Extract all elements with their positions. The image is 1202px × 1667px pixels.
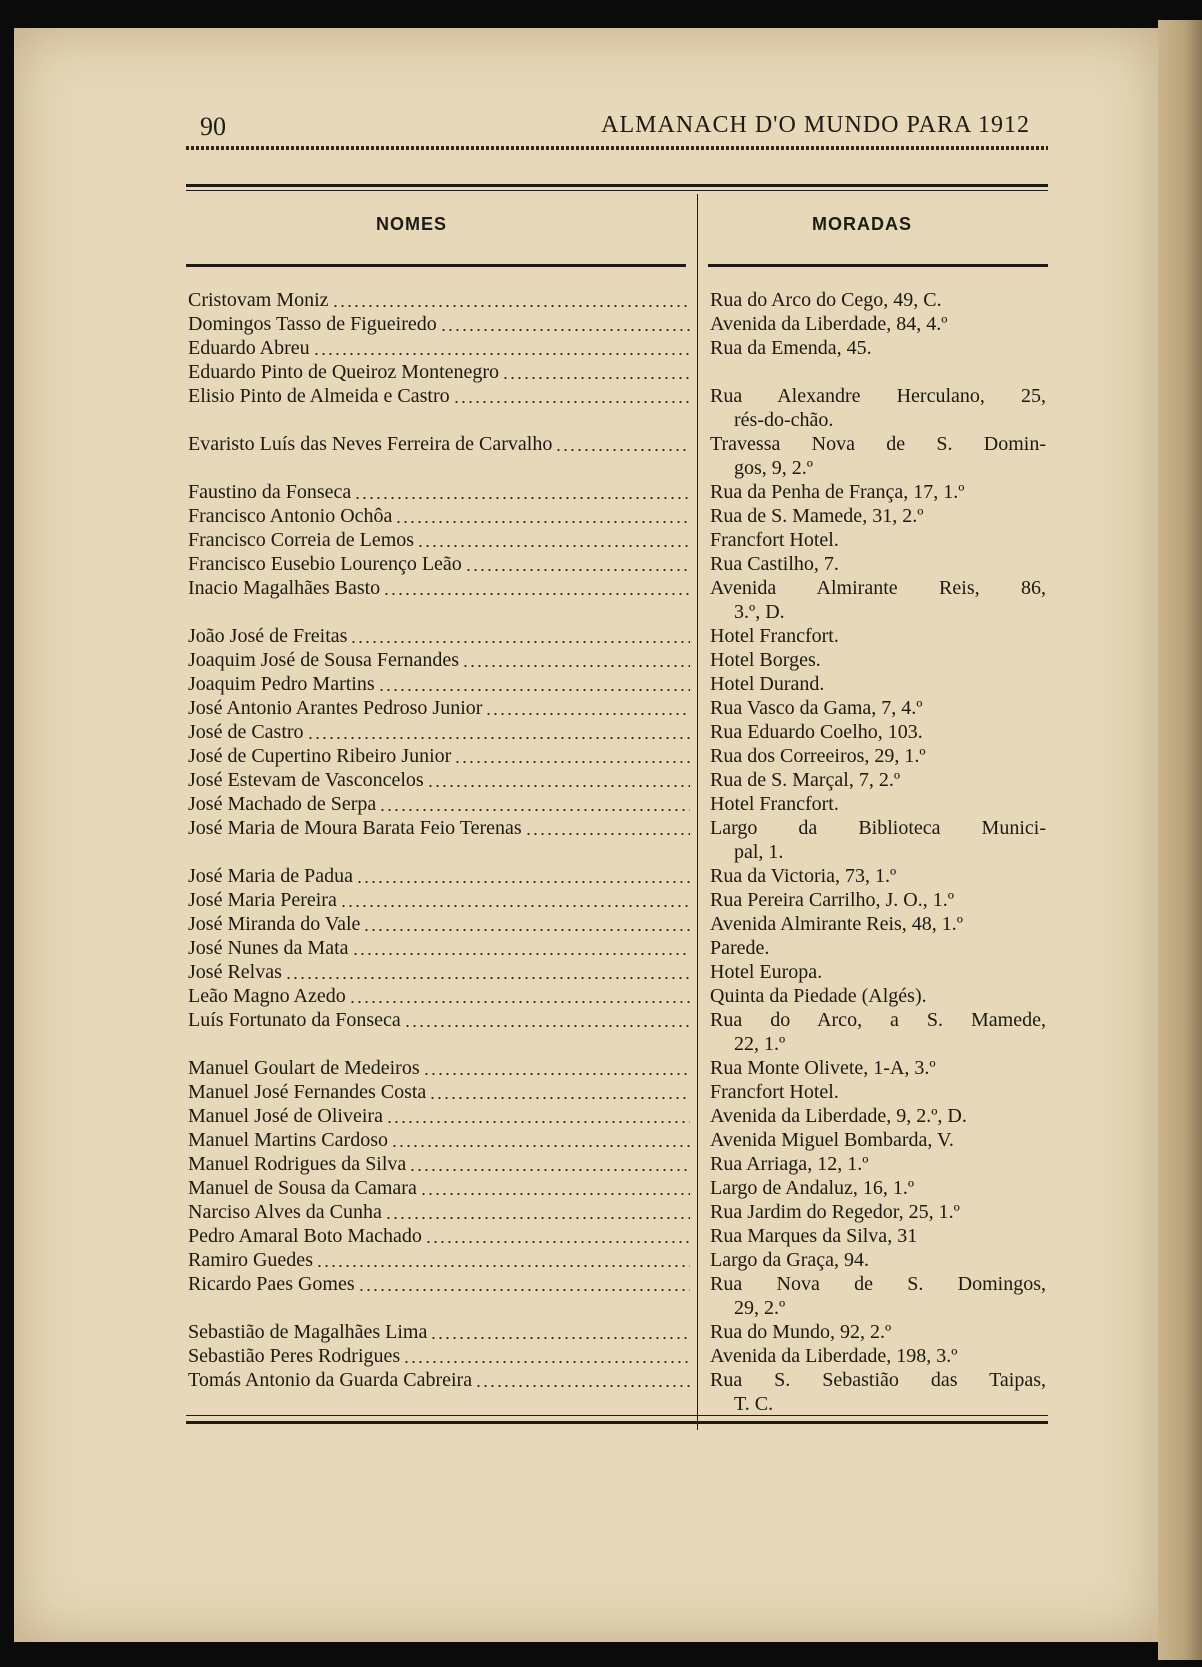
address-cell: [710, 672, 1046, 696]
table-row: [186, 336, 1048, 360]
table-row: [186, 648, 1048, 672]
person-name: Elisio Pinto de Almeida e Castro: [188, 385, 450, 407]
dot-leader: [356, 866, 690, 884]
address-cell: [710, 960, 1046, 984]
table-row: [186, 528, 1048, 552]
name-cell: [188, 384, 690, 408]
person-name: Ramiro Guedes: [188, 1249, 313, 1271]
table-row: [186, 624, 1048, 648]
address-line-1: Hotel Borges.: [710, 649, 821, 671]
address-cell: [710, 1200, 1046, 1224]
dot-leader: [409, 1154, 690, 1172]
table-bottom-rule-thin: [186, 1415, 1048, 1416]
dot-leader: [307, 722, 690, 740]
name-cell: [188, 624, 690, 648]
dot-leader: [379, 794, 690, 812]
table-row: [186, 1104, 1048, 1128]
address-line-1: Rua Jardim do Regedor, 25, 1.º: [710, 1201, 960, 1223]
address-line-1: Rua Alexandre Herculano, 25,: [710, 385, 1046, 407]
address-cell: [710, 768, 1046, 792]
name-cell: [188, 984, 690, 1008]
table-row: [186, 1056, 1048, 1080]
person-name: José Nunes da Mata: [188, 937, 349, 959]
person-name: José Antonio Arantes Pedroso Junior: [188, 697, 483, 719]
dot-leader: [423, 1058, 690, 1076]
person-name: Manuel Martins Cardoso: [188, 1129, 388, 1151]
dot-leader: [350, 626, 690, 644]
person-name: José Machado de Serpa: [188, 793, 377, 815]
table-row: [186, 1272, 1048, 1320]
person-name: João José de Freitas: [188, 625, 348, 647]
person-name: Eduardo Pinto de Queiroz Montenegro: [188, 361, 500, 383]
dot-leader: [383, 578, 690, 596]
dot-leader: [403, 1346, 690, 1364]
address-cell: [710, 792, 1046, 816]
person-name: Francisco Antonio Ochôa: [188, 505, 393, 527]
dot-leader: [404, 1010, 690, 1028]
name-cell: [188, 792, 690, 816]
address-line-1: Francfort Hotel.: [710, 529, 839, 551]
table-row: [186, 312, 1048, 336]
address-cell: [710, 1176, 1046, 1200]
address-line-1: Rua Vasco da Gama, 7, 4.º: [710, 697, 923, 719]
table-row: [186, 1128, 1048, 1152]
person-name: José Relvas: [188, 961, 282, 983]
person-name: Sebastião de Magalhães Lima: [188, 1321, 428, 1343]
address-cell: [710, 864, 1046, 888]
column-heading-addresses: MORADAS: [812, 214, 912, 234]
address-line-1: Rua Arriaga, 12, 1.º: [710, 1153, 869, 1175]
address-line-1: Rua de S. Marçal, 7, 2.º: [710, 769, 901, 791]
table-row: [186, 1200, 1048, 1224]
table-row: [186, 1080, 1048, 1104]
dot-leader: [485, 698, 690, 716]
name-cell: [188, 336, 690, 360]
table-row: [186, 576, 1048, 624]
person-name: Tomás Antonio da Guarda Cabreira: [188, 1369, 473, 1391]
address-line-1: Rua de S. Mamede, 31, 2.º: [710, 505, 924, 527]
name-cell: [188, 552, 690, 576]
name-cell: [188, 1152, 690, 1176]
name-cell: [188, 576, 690, 600]
address-line-1: Rua Pereira Carrilho, J. O., 1.º: [710, 889, 954, 911]
person-name: José Maria Pereira: [188, 889, 337, 911]
address-cell: [710, 1080, 1046, 1104]
person-name: Luís Fortunato da Fonseca: [188, 1009, 401, 1031]
person-name: Manuel José Fernandes Costa: [188, 1081, 427, 1103]
name-cell: [188, 672, 690, 696]
table-row: [186, 960, 1048, 984]
table-row: [186, 936, 1048, 960]
person-name: Joaquim Pedro Martins: [188, 673, 375, 695]
address-cell: [710, 912, 1046, 936]
person-name: Faustino da Fonseca: [188, 481, 352, 503]
name-cell: [188, 696, 690, 720]
person-name: Manuel de Sousa da Camara: [188, 1177, 417, 1199]
name-cell: [188, 432, 690, 456]
address-line-1: Rua da Victoria, 73, 1.º: [710, 865, 897, 887]
address-line-2: 29, 2.º: [734, 1297, 786, 1319]
person-name: Manuel Rodrigues da Silva: [188, 1153, 407, 1175]
address-line-1: Largo da Biblioteca Munici-: [710, 817, 1046, 839]
address-cell: [710, 816, 1046, 864]
address-line-2: rés-do-chão.: [734, 409, 834, 431]
address-line-1: Avenida da Liberdade, 84, 4.º: [710, 313, 948, 335]
name-cell: [188, 1200, 690, 1224]
dot-leader: [316, 1250, 690, 1268]
dot-leader: [454, 746, 690, 764]
address-cell: [710, 720, 1046, 744]
table-row: [186, 1224, 1048, 1248]
address-cell: [710, 984, 1046, 1008]
table-row: [186, 768, 1048, 792]
table-row: [186, 504, 1048, 528]
name-cell: [188, 360, 690, 384]
address-line-1: Francfort Hotel.: [710, 1081, 839, 1103]
address-cell: [710, 432, 1046, 480]
name-cell: [188, 648, 690, 672]
table-row: [186, 360, 1048, 384]
name-cell: [188, 1008, 690, 1032]
name-cell: [188, 1080, 690, 1104]
name-cell: [188, 960, 690, 984]
address-line-1: Largo de Andaluz, 16, 1.º: [710, 1177, 915, 1199]
address-cell: [710, 1320, 1046, 1344]
address-cell: [710, 1248, 1046, 1272]
address-line-1: Rua Eduardo Coelho, 103.: [710, 721, 923, 743]
name-cell: [188, 888, 690, 912]
address-line-1: Rua dos Correeiros, 29, 1.º: [710, 745, 926, 767]
address-line-1: Avenida da Liberdade, 198, 3.º: [710, 1345, 958, 1367]
person-name: Manuel José de Oliveira: [188, 1105, 383, 1127]
name-cell: [188, 816, 690, 840]
person-name: José Miranda do Vale: [188, 913, 361, 935]
person-name: José de Castro: [188, 721, 304, 743]
address-line-1: Rua da Penha de França, 17, 1.º: [710, 481, 965, 503]
address-line-1: Hotel Francfort.: [710, 793, 839, 815]
name-cell: [188, 312, 690, 336]
person-name: Cristovam Moniz: [188, 289, 329, 311]
dot-leader: [502, 362, 690, 380]
table-row: [186, 696, 1048, 720]
table-row: [186, 912, 1048, 936]
page-header: [186, 110, 1046, 146]
table-row: [186, 288, 1048, 312]
address-line-1: Rua Nova de S. Domingos,: [710, 1273, 1046, 1295]
dot-leader: [395, 506, 690, 524]
person-name: Pedro Amaral Boto Machado: [188, 1225, 422, 1247]
deputies-address-table: [186, 184, 1048, 1428]
table-row: [186, 1368, 1048, 1416]
address-line-2: 3.º, D.: [734, 601, 785, 623]
address-line-2: gos, 9, 2.º: [734, 457, 813, 479]
address-cell: [710, 528, 1046, 552]
running-title: ALMANACH D'O MUNDO PARA 1912: [601, 112, 1030, 138]
address-line-1: Rua S. Sebastião das Taipas,: [710, 1369, 1046, 1391]
name-cell: [188, 1176, 690, 1200]
dot-leader: [453, 386, 690, 404]
table-row: [186, 1248, 1048, 1272]
address-line-2: T. C.: [734, 1393, 774, 1415]
person-name: Francisco Correia de Lemos: [188, 529, 415, 551]
address-cell: [710, 288, 1046, 312]
table-row: [186, 552, 1048, 576]
address-cell: [710, 552, 1046, 576]
name-cell: [188, 1128, 690, 1152]
dot-leader: [430, 1322, 690, 1340]
address-cell: [710, 1272, 1046, 1320]
table-row: [186, 864, 1048, 888]
dot-leader: [358, 1274, 690, 1292]
name-cell: [188, 480, 690, 504]
address-line-1: Hotel Europa.: [710, 961, 823, 983]
dot-leader: [429, 1082, 690, 1100]
address-line-1: Parede.: [710, 937, 770, 959]
address-line-1: Avenida Miguel Bombarda, V.: [710, 1129, 954, 1151]
name-cell: [188, 1056, 690, 1080]
person-name: Manuel Goulart de Medeiros: [188, 1057, 420, 1079]
address-cell: [710, 1128, 1046, 1152]
person-name: José Maria de Moura Barata Feio Terenas: [188, 817, 522, 839]
address-cell: [710, 1056, 1046, 1080]
dot-leader: [427, 770, 690, 788]
person-name: Inacio Magalhães Basto: [188, 577, 381, 599]
address-cell: [710, 336, 1046, 360]
table-row: [186, 432, 1048, 480]
dot-leader: [332, 290, 690, 308]
address-cell: [710, 1152, 1046, 1176]
address-cell: [710, 888, 1046, 912]
address-cell: [710, 576, 1046, 624]
dot-leader: [525, 818, 690, 836]
table-row: [186, 1344, 1048, 1368]
name-cell: [188, 912, 690, 936]
address-line-1: Rua do Arco do Cego, 49, C.: [710, 289, 942, 311]
name-cell: [188, 1320, 690, 1344]
address-line-1: Rua do Arco, a S. Mamede,: [710, 1009, 1046, 1031]
table-row: [186, 480, 1048, 504]
address-line-1: Largo da Graça, 94.: [710, 1249, 870, 1271]
address-line-2: 22, 1.º: [734, 1033, 786, 1055]
table-row: [186, 816, 1048, 864]
person-name: Narciso Alves da Cunha: [188, 1201, 382, 1223]
dot-leader: [385, 1202, 690, 1220]
address-cell: [710, 648, 1046, 672]
names-heading-rule: [186, 264, 686, 267]
address-cell: [710, 312, 1046, 336]
person-name: José Maria de Padua: [188, 865, 353, 887]
address-line-1: Quinta da Piedade (Algés).: [710, 985, 927, 1007]
dot-leader: [285, 962, 690, 980]
dot-leader: [352, 938, 690, 956]
dot-leader: [417, 530, 690, 548]
address-cell: [710, 480, 1046, 504]
address-cell: [710, 936, 1046, 960]
dot-leader: [465, 554, 690, 572]
dot-leader: [440, 314, 690, 332]
address-cell: [710, 1104, 1046, 1128]
name-cell: [188, 936, 690, 960]
name-cell: [188, 864, 690, 888]
table-bottom-rule: [186, 1421, 1048, 1424]
address-line-1: Avenida da Liberdade, 9, 2.º, D.: [710, 1105, 967, 1127]
table-row: [186, 384, 1048, 432]
dot-leader: [354, 482, 690, 500]
dot-leader: [349, 986, 690, 1004]
column-heading-names: NOMES: [376, 214, 448, 234]
address-cell: [710, 1008, 1046, 1056]
table-row: [186, 792, 1048, 816]
dot-leader: [313, 338, 690, 356]
address-line-2: pal, 1.: [734, 841, 784, 863]
table-top-rule: [186, 184, 1048, 187]
person-name: Eduardo Abreu: [188, 337, 310, 359]
dot-leader: [420, 1178, 690, 1196]
person-name: Sebastião Peres Rodrigues: [188, 1345, 401, 1367]
person-name: José de Cupertino Ribeiro Junior: [188, 745, 452, 767]
person-name: Leão Magno Azedo: [188, 985, 346, 1007]
name-cell: [188, 1224, 690, 1248]
address-line-1: Hotel Francfort.: [710, 625, 839, 647]
table-row: [186, 1152, 1048, 1176]
dot-leader: [462, 650, 690, 668]
name-cell: [188, 1248, 690, 1272]
table-row: [186, 1176, 1048, 1200]
person-name: Francisco Eusebio Lourenço Leão: [188, 553, 462, 575]
dot-leader: [363, 914, 690, 932]
table-body: [186, 288, 1048, 1416]
dot-leader: [391, 1130, 690, 1148]
address-cell: [710, 624, 1046, 648]
name-cell: [188, 528, 690, 552]
person-name: Domingos Tasso de Figueiredo: [188, 313, 437, 335]
name-cell: [188, 744, 690, 768]
dot-leader: [340, 890, 690, 908]
address-line-1: Rua do Mundo, 92, 2.º: [710, 1321, 892, 1343]
table-row: [186, 888, 1048, 912]
name-cell: [188, 1104, 690, 1128]
table-top-rule-thin: [186, 190, 1048, 191]
dot-leader: [425, 1226, 690, 1244]
header-ornamental-rule: [186, 146, 1048, 150]
person-name: José Estevam de Vasconcelos: [188, 769, 424, 791]
address-cell: [710, 384, 1046, 432]
name-cell: [188, 768, 690, 792]
person-name: Evaristo Luís das Neves Ferreira de Carvalho: [188, 433, 553, 455]
table-row: [186, 672, 1048, 696]
name-cell: [188, 1368, 690, 1392]
name-cell: [188, 288, 690, 312]
table-row: [186, 1320, 1048, 1344]
dot-leader: [555, 434, 690, 452]
name-cell: [188, 1344, 690, 1368]
table-row: [186, 744, 1048, 768]
dot-leader: [475, 1370, 690, 1388]
addresses-heading-rule: [708, 264, 1048, 267]
address-line-1: Avenida Almirante Reis, 86,: [710, 577, 1046, 599]
address-cell: [710, 744, 1046, 768]
person-name: Joaquim José de Sousa Fernandes: [188, 649, 460, 671]
page-number: 90: [200, 112, 226, 141]
address-line-1: Rua Marques da Silva, 31: [710, 1225, 918, 1247]
address-line-1: Rua Castilho, 7.: [710, 553, 839, 575]
address-cell: [710, 1368, 1046, 1416]
address-cell: [710, 1344, 1046, 1368]
name-cell: [188, 1272, 690, 1296]
address-cell: [710, 1224, 1046, 1248]
table-row: [186, 984, 1048, 1008]
address-line-1: Rua da Emenda, 45.: [710, 337, 872, 359]
address-cell: [710, 504, 1046, 528]
name-cell: [188, 720, 690, 744]
address-line-1: Rua Monte Olivete, 1-A, 3.º: [710, 1057, 936, 1079]
page-edge: [1158, 20, 1202, 1660]
table-row: [186, 720, 1048, 744]
table-row: [186, 1008, 1048, 1056]
dot-leader: [386, 1106, 690, 1124]
address-line-1: Travessa Nova de S. Domin-: [710, 433, 1046, 455]
address-cell: [710, 696, 1046, 720]
person-name: Ricardo Paes Gomes: [188, 1273, 355, 1295]
name-cell: [188, 504, 690, 528]
dot-leader: [378, 674, 690, 692]
address-line-1: Hotel Durand.: [710, 673, 825, 695]
address-line-1: Avenida Almirante Reis, 48, 1.º: [710, 913, 964, 935]
